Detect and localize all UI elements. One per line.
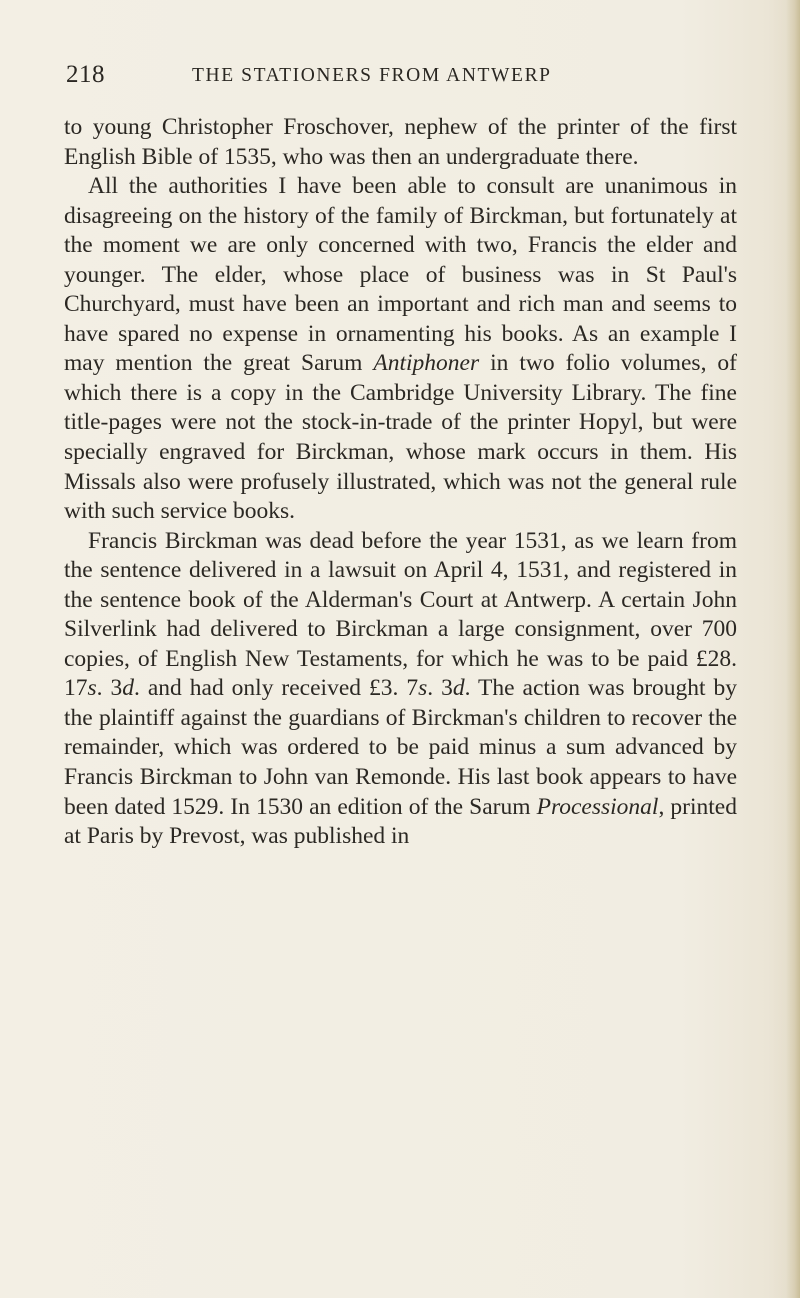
pence-abbrev: d — [452, 675, 465, 702]
shillings-abbrev: s — [418, 675, 428, 702]
paragraph-3-text-c: . and had only received £3. 7 — [134, 675, 419, 702]
paragraph-1-text: to young Christopher Froschover, nephew of the printer of the first English Bible of 1535, who was then an undergraduate there. — [64, 114, 737, 170]
page-header — [66, 60, 766, 90]
paragraph-3-text-d: . 3 — [427, 675, 453, 702]
shillings-abbrev: s — [87, 675, 97, 702]
page-edge-shadow — [786, 0, 800, 1298]
running-head: THE STATIONERS FROM ANTWERP — [192, 65, 552, 86]
paragraph-3-text-a: Francis Birckman was dead before the year 1531, as we learn from the sentence delivered in a lawsuit on April 4, 1531, and registered in the sentence book of the Alderman's Court at Antwerp. A certain John Silverlink had delivered to Birckman a large consignment, over 700 copies, of English New Testaments, for which he was to be paid £28. 17 — [64, 527, 737, 702]
paragraph-2-text-a: All the authorities I have been able to consult are unanimous in disagreeing on the history of the family of Birckman, but fortunately at the moment we are only concerned with two, Francis the elder and younger. The elder, whose place of business was in St Paul's Churchyard, must have been an important and rich man and seems to have spared no expense in ornamenting his books. As an example I may mention the great Sarum — [64, 173, 737, 377]
paragraph-1 — [64, 113, 737, 172]
paragraph-2 — [64, 172, 737, 527]
paragraph-3-text-f: , printed at Paris by Prevost, was published in — [64, 793, 737, 850]
paragraph-3 — [64, 527, 737, 852]
body-text — [64, 113, 737, 852]
antiphoner-title: Antiphoner — [373, 350, 480, 377]
paragraph-3-text-e: . The action was brought by the plaintiff against the guardians of Birckman's children to recover the remainder, which was ordered to be paid minus a sum advanced by Francis Birckman to John van Remonde. His last book appears to have been dated 1529. In 1530 an edition of the Sarum — [64, 675, 738, 820]
paragraph-2-text-b: in two folio volumes, of which there is a copy in the Cambridge University Library. The fine title-pages were not the stock-in-trade of the printer Hopyl, but were specially engraved for Birckman, whose mark occurs in them. His Missals also were profusely illustrated, which was not the general rule with such service books. — [64, 350, 737, 525]
page-number: 218 — [66, 61, 105, 88]
processional-title: Processional — [536, 793, 659, 820]
pence-abbrev: d — [122, 675, 135, 702]
paragraph-3-text-b: . 3 — [96, 675, 123, 702]
